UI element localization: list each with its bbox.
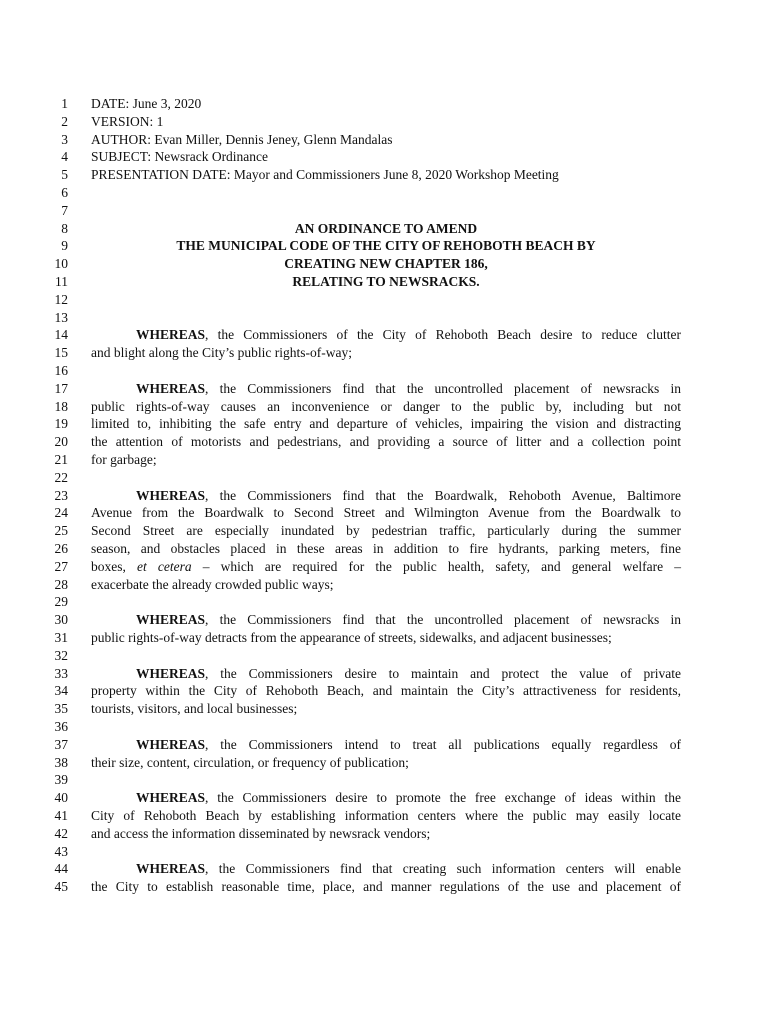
line-number: 11 [55, 274, 68, 289]
clause-1-line-2: and blight along the City’s public rights-of-way; [91, 345, 352, 361]
line-number: 3 [61, 131, 68, 147]
line-number: 34 [54, 683, 68, 699]
line-number: 25 [54, 523, 68, 539]
line-number: 28 [54, 576, 68, 592]
header-date: DATE: June 3, 2020 [91, 96, 202, 111]
line-number: 23 [54, 487, 68, 503]
line-number: 38 [54, 754, 68, 770]
line-number: 36 [54, 719, 68, 734]
clause-5-line-2: property within the City of Rehoboth Beach, and maintain the City’s attractiveness for residents, [91, 683, 681, 699]
line-number: 30 [54, 612, 68, 628]
clause-3-line-5: boxes, et cetera – which are required for the public health, safety, and general welfare – [91, 558, 682, 574]
line-number: 2 [61, 113, 68, 129]
clause-6-line-2: their size, content, circulation, or frequency of publication; [91, 754, 409, 770]
header-subject: SUBJECT: Newsrack Ordinance [91, 149, 269, 165]
clause-2-line-3: limited to, inhibiting the safe entry and departure of vehicles, impairing the vision and distracting [91, 416, 681, 432]
title-line-1: AN ORDINANCE TO AMEND [294, 220, 478, 236]
clause-2-line-1: WHEREAS, the Commissioners find that the uncontrolled placement of newsracks in [136, 380, 681, 396]
clause-3-line-6: exacerbate the already crowded public ways; [91, 576, 334, 592]
clause-7-line-2: City of Rehoboth Beach by establishing information centers where the public may easily locate [91, 808, 681, 823]
line-number: 35 [54, 701, 68, 717]
line-number: 6 [61, 185, 68, 200]
line-number: 8 [61, 220, 68, 236]
line-number: 41 [54, 808, 68, 823]
clause-5-line-1: WHEREAS, the Commissioners desire to maintain and protect the value of private [136, 665, 681, 681]
line-number: 14 [54, 327, 68, 343]
line-number: 12 [54, 291, 68, 307]
line-number: 18 [54, 398, 68, 414]
clause-2-line-5: for garbage; [91, 452, 157, 467]
line-number: 45 [54, 879, 68, 895]
line-number: 13 [54, 309, 68, 325]
line-number: 44 [54, 861, 68, 877]
line-number: 31 [54, 630, 68, 645]
line-number: 32 [54, 647, 68, 663]
line-number: 42 [54, 825, 68, 841]
clause-3-line-1: WHEREAS, the Commissioners find that the Boardwalk, Rehoboth Avenue, Baltimore [136, 487, 681, 503]
clause-3-line-3: Second Street are especially inundated by pedestrian traffic, particularly during the summer [91, 523, 681, 539]
title-line-2: THE MUNICIPAL CODE OF THE CITY OF REHOBOTH BEACH BY [176, 238, 596, 254]
line-number: 16 [54, 363, 68, 378]
line-number: 39 [54, 772, 68, 788]
clause-3-line-4: season, and obstacles placed in these areas in addition to fire hydrants, parking meters, fine [91, 541, 681, 556]
line-number: 4 [61, 149, 68, 165]
line-number: 9 [61, 238, 68, 254]
line-number: 43 [54, 843, 68, 859]
clause-6-line-1: WHEREAS, the Commissioners intend to treat all publications equally regardless of [136, 736, 681, 752]
line-number: 5 [61, 167, 68, 183]
line-number: 20 [54, 434, 68, 450]
clause-8-line-2: the City to establish reasonable time, place, and manner regulations of the use and placement of [91, 879, 681, 895]
line-number: 21 [54, 452, 68, 467]
line-number: 24 [54, 505, 68, 521]
clause-8-line-1: WHEREAS, the Commissioners find that creating such information centers will enable [136, 861, 681, 877]
title-line-3: CREATING NEW CHAPTER 186, [284, 256, 488, 272]
line-number: 15 [54, 345, 68, 361]
clause-3-line-2: Avenue from the Boardwalk to Second Street and Wilmington Avenue from the Boardwalk to [91, 505, 681, 521]
line-number: 22 [54, 469, 68, 485]
clause-4-line-1: WHEREAS, the Commissioners find that the uncontrolled placement of newsracks in [136, 612, 681, 628]
header-presentation-date: PRESENTATION DATE: Mayor and Commissioners June 8, 2020 Workshop Meeting [91, 167, 559, 183]
clause-1-line-1: WHEREAS, the Commissioners of the City of Rehoboth Beach desire to reduce clutter [136, 327, 681, 343]
line-number: 40 [54, 790, 68, 806]
title-line-4: RELATING TO NEWSRACKS. [292, 274, 480, 289]
header-version: VERSION: 1 [91, 113, 164, 129]
clause-2-line-2: public rights-of-way causes an inconvenience or danger to the public by, including but not [91, 398, 681, 414]
line-number: 37 [54, 736, 68, 752]
line-number: 33 [54, 665, 68, 681]
line-number: 27 [54, 558, 68, 574]
line-number: 1 [61, 96, 68, 111]
line-number: 19 [54, 416, 68, 432]
clause-5-line-3: tourists, visitors, and local businesses; [91, 701, 298, 717]
clause-2-line-4: the attention of motorists and pedestrians, and providing a source of litter and a collection point [91, 434, 681, 450]
clause-4-line-2: public rights-of-way detracts from the appearance of streets, sidewalks, and adjacent businesses; [91, 630, 612, 645]
clause-7-line-3: and access the information disseminated by newsrack vendors; [91, 825, 431, 841]
line-number: 10 [54, 256, 68, 272]
clause-7-line-1: WHEREAS, the Commissioners desire to promote the free exchange of ideas within the [136, 790, 681, 806]
line-number: 7 [61, 202, 68, 218]
line-number: 17 [54, 380, 68, 396]
header-author: AUTHOR: Evan Miller, Dennis Jeney, Glenn Mandalas [91, 131, 393, 147]
line-number: 29 [54, 594, 68, 610]
line-number: 26 [54, 541, 68, 556]
